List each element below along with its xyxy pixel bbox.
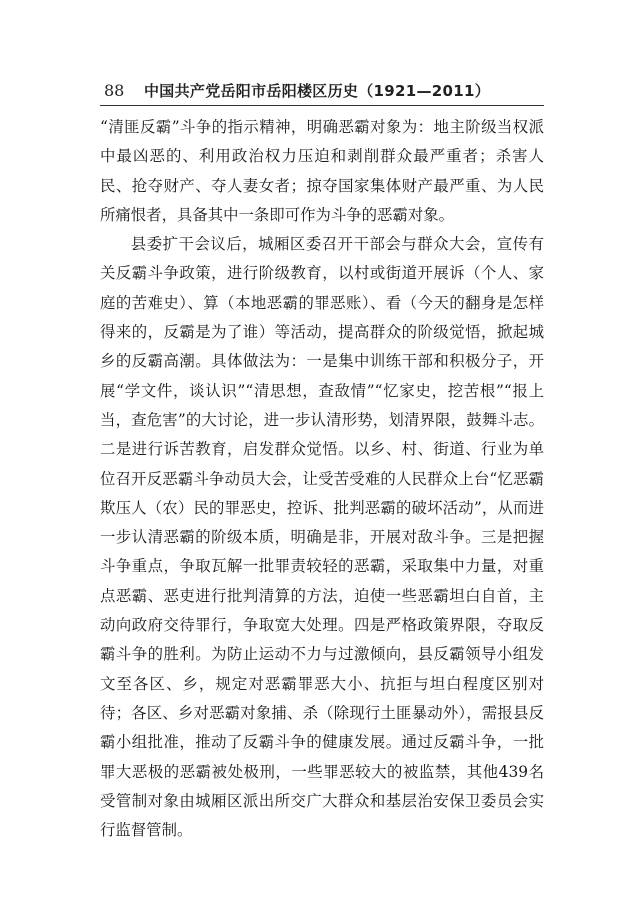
page-number: 88 (104, 81, 125, 100)
header-rule (100, 105, 544, 106)
paragraph: “清匪反霸”斗争的指示精神，明确恶霸对象为：地主阶级当权派中最凶恶的、利用政治权力压迫和剥削群众最严重者；杀害人民、抢夺财产、夺人妻女者；掠夺国家集体财产最严重、为人民所痛恨者，具备其中一条即可作为斗争的恶霸对象。 (100, 118, 544, 224)
page-header (104, 80, 544, 102)
paragraph: 县委扩干会议后，城厢区委召开干部会与群众大会，宣传有关反霸斗争政策，进行阶级教育，以村或街道开展诉（个人、家庭的苦难史）、算（本地恶霸的罪恶账）、看（今天的翻身是怎样得来的，反霸是为了谁）等活动，提高群众的阶级觉悟，掀起城乡的反霸高潮。具体做法为：一是集中训练干部和积极分子，开展“学文件，谈认识”“清思想，查敌情”“忆家史，挖苦根”“报上当，查危害”的大讨论，进一步认清形势，划清界限，鼓舞斗志。二是进行诉苦教育，启发群众觉悟。以乡、村、街道、行业为单位召开反恶霸斗争动员大会，让受苦受难的人民群众上台“忆恶霸欺压人（农）民的罪恶史，控诉、批判恶霸的破坏活动”，从而进一步认清恶霸的阶级本质，明确是非，开展对敌斗争。三是把握斗争重点，争取瓦解一批罪责较轻的恶霸，采取集中力量，对重点恶霸、恶吏进行批判清算的方法，迫使一些恶霸坦白自首，主动向政府交待罪行，争取宽大处理。四是严格政策界限，夺取反霸斗争的胜利。为防止运动不力与过激倾向，县反霸领导小组发文至各区、乡，规定对恶霸罪恶大小、抗拒与坦白程度区别对待；各区、乡对恶霸对象捕、杀（除现行土匪暴动外），需报县反霸小组批准，推动了反霸斗争的健康发展。通过反霸斗争，一批罪大恶极的恶霸被处极刑，一些罪恶较大的被监禁，其他439名受管制对象由城厢区派出所交广大群众和基层治安保卫委员会实行监督管制。 (100, 235, 544, 840)
body-text (100, 113, 544, 845)
running-title: 中国共产党岳阳市岳阳楼区历史（1921—2011） (144, 82, 490, 100)
